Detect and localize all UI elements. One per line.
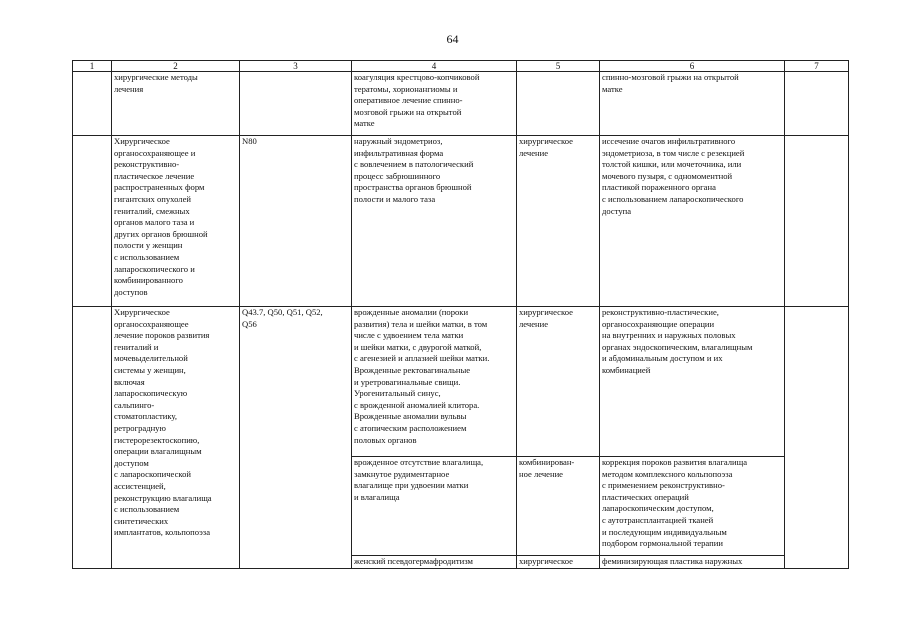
header-col-7: 7: [785, 61, 849, 72]
cell-treatment-method: иссечение очагов инфильтративного эндометриоза, в том числе с резекцией толстой кишки, или мочеточника, или мочевого пузыря, с одномоментной пластикой пораженного органа с использованием лапароскопического доступа: [600, 136, 785, 307]
cell-treatment-method: коррекция пороков развития влагалища методом комплексного кольпопоэза с применением реконструктивно- пластических операций лапароскопическим доступом, с аутотрансплантацией тканей и последующим индивидуальным подбором гормональной терапии: [600, 457, 785, 556]
header-col-2: 2: [112, 61, 240, 72]
cell-treatment-type: хирургическое: [517, 556, 600, 569]
cell-icd-codes: [240, 72, 352, 136]
cell-icd-codes: N80: [240, 136, 352, 307]
table-row: [73, 72, 849, 136]
cell-method-group: Хирургическое органосохраняющее лечение пороков развития гениталий и мочевыделительной системы у женщин, включая лапароскопическую сальпинго- стоматопластику, ретроградную гистерорезектоскопию, операции влагалищным доступом с лапароскопической ассистенцией, реконструкцию влагалища с использованием синтетических имплантатов, кольпопоэза: [112, 307, 240, 569]
cell-norm: [785, 307, 849, 569]
table-row: [73, 136, 849, 307]
cell-diagnosis: наружный эндометриоз, инфильтративная форма с вовлечением в патологический процесс забрюшинного пространства органов брюшной полости и малого таза: [352, 136, 517, 307]
cell-diagnosis: коагуляция крестцово-копчиковой тератомы, хорионангиомы и оперативное лечение спинно- мозговой грыжи на открытой матке: [352, 72, 517, 136]
cell-diagnosis: врожденные аномалии (пороки развития) тела и шейки матки, в том числе с удвоением тела матки и шейки матки, с двурогой маткой, с агенезией и аплазией шейки матки. Врожденные ректовагинальные и уретровагинальные свищи. Урогенитальный синус, с врожденной аномалией клитора. Врожденные аномалии вульвы с атопическим расположением половых органов: [352, 307, 517, 457]
page-number: 64: [446, 32, 459, 46]
cell-method-group: Хирургическое органосохраняющее и реконструктивно- пластическое лечение распространенных форм гигантских опухолей гениталий, смежных органов малого таза и других органов брюшной полости у женщин с использованием лапароскопического и комбинированного доступов: [112, 136, 240, 307]
cell-treatment-type: [517, 72, 600, 136]
header-row: [73, 61, 849, 72]
cell-treatment-type: хирургическое лечение: [517, 136, 600, 307]
cell-number: [73, 72, 112, 136]
cell-number: [73, 136, 112, 307]
cell-icd-codes: Q43.7, Q50, Q51, Q52, Q56: [240, 307, 352, 569]
cell-diagnosis: врожденное отсутствие влагалища, замкнутое рудиментарное влагалище при удвоении матки и влагалища: [352, 457, 517, 556]
cell-treatment-type: хирургическое лечение: [517, 307, 600, 457]
cell-treatment-type: комбинирован- ное лечение: [517, 457, 600, 556]
cell-norm: [785, 136, 849, 307]
header-col-5: 5: [517, 61, 600, 72]
header-col-6: 6: [600, 61, 785, 72]
cell-treatment-method: спинно-мозговой грыжи на открытой матке: [600, 72, 785, 136]
medical-procedures-table: [72, 60, 849, 569]
cell-treatment-method: реконструктивно-пластические, органосохраняющие операции на внутренних и наружных половых органах эндоскопическим, влагалищным и абдоминальным доступом и их комбинацией: [600, 307, 785, 457]
cell-diagnosis: женский псевдогермафродитизм: [352, 556, 517, 569]
table-row: [73, 307, 849, 457]
header-col-3: 3: [240, 61, 352, 72]
cell-norm: [785, 72, 849, 136]
cell-method-group: хирургические методы лечения: [112, 72, 240, 136]
cell-number: [73, 307, 112, 569]
cell-treatment-method: феминизирующая пластика наружных: [600, 556, 785, 569]
header-col-4: 4: [352, 61, 517, 72]
header-col-1: 1: [73, 61, 112, 72]
